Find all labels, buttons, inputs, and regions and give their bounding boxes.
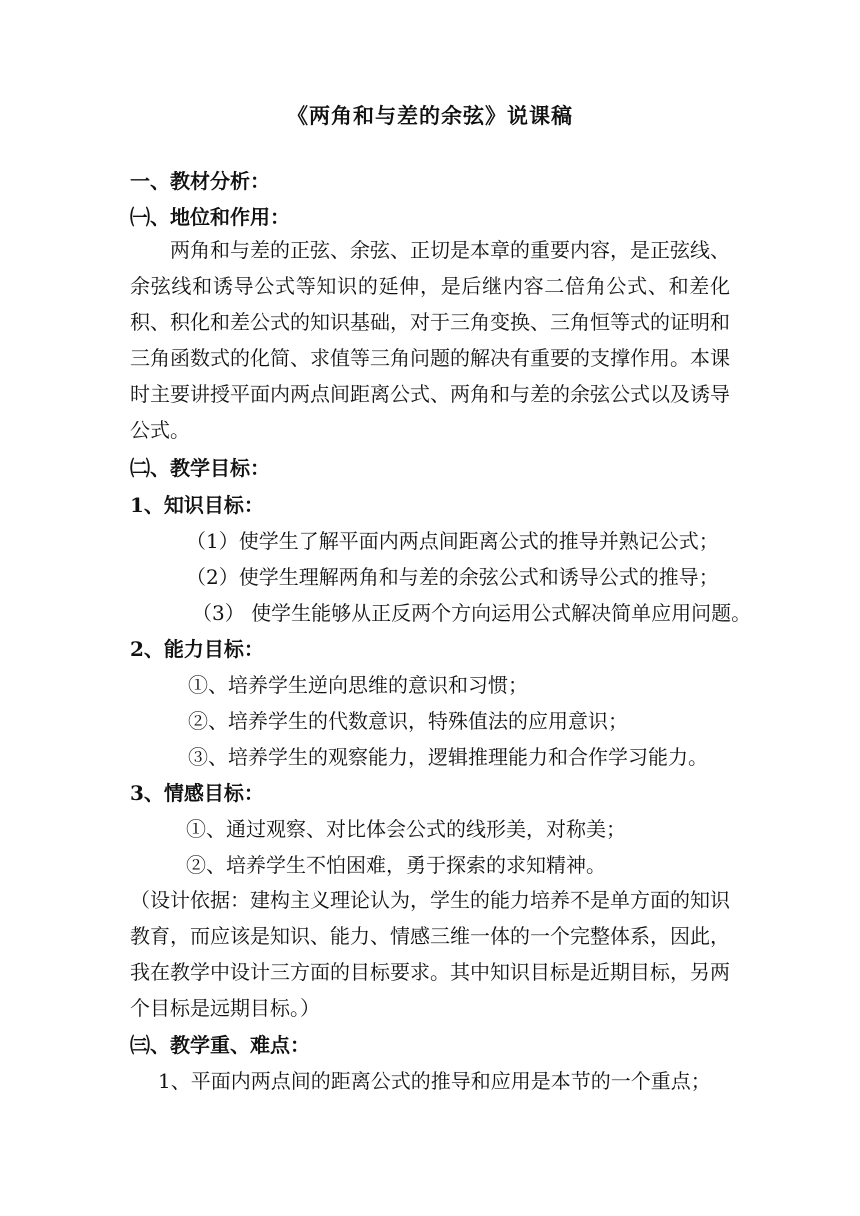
knowledge-goal-item: （3） 使学生能够从正反两个方向运用公式解决简单应用问题。 bbox=[192, 601, 752, 625]
ability-goal-item: ①、培养学生逆向思维的意识和习惯； bbox=[188, 673, 528, 697]
knowledge-goal-item: （1）使学生了解平面内两点间距离公式的推导并熟记公式； bbox=[186, 529, 719, 553]
heading-ability-goals: 2、能力目标： bbox=[130, 637, 264, 661]
design-rationale-note: （设计依据：建构主义理论认为，学生的能力培养不是单方面的知识教育，而应该是知识、能力、情感三维一体的一个完整体系，因此，我在教学中设计三方面的目标要求。其中知识目标是近期目标，另两个目标是远期目标。） bbox=[130, 888, 730, 1020]
subheading-key-difficult-points: ㈢、教学重、难点： bbox=[130, 1033, 310, 1057]
document-title: 《两角和与差的余弦》说课稿 bbox=[287, 103, 573, 128]
ability-goal-item: ③、培养学生的观察能力，逻辑推理能力和合作学习能力。 bbox=[188, 745, 708, 769]
heading-knowledge-goals: 1、知识目标： bbox=[130, 493, 264, 517]
subheading-teaching-goals: ㈡、教学目标： bbox=[130, 456, 270, 480]
heading-emotion-goals: 3、情感目标： bbox=[130, 781, 264, 805]
emotion-goal-item: ②、培养学生不怕困难，勇于探索的求知精神。 bbox=[186, 853, 606, 877]
key-point-item: 1、平面内两点间的距离公式的推导和应用是本节的一个重点； bbox=[158, 1069, 711, 1093]
section-heading-textbook-analysis: 一、教材分析： bbox=[130, 169, 270, 193]
paragraph-position-and-role: 两角和与差的正弦、余弦、正切是本章的重要内容，是正弦线、余弦线和诱导公式等知识的延伸，是后继内容二倍角公式、和差化积、积化和差公式的知识基础，对于三角变换、三角恒等式的证明和三角函数式的化简、求值等三角问题的解决有重要的支撑作用。本课时主要讲授平面内两点间距离公式、两角和与差的余弦公式以及诱导公式。 bbox=[130, 238, 730, 442]
knowledge-goal-item: （2）使学生理解两角和与差的余弦公式和诱导公式的推导； bbox=[186, 565, 719, 589]
subheading-position-and-role: ㈠、地位和作用： bbox=[130, 205, 290, 229]
emotion-goal-item: ①、通过观察、对比体会公式的线形美，对称美； bbox=[186, 817, 626, 841]
ability-goal-item: ②、培养学生的代数意识，特殊值法的应用意识； bbox=[188, 709, 628, 733]
